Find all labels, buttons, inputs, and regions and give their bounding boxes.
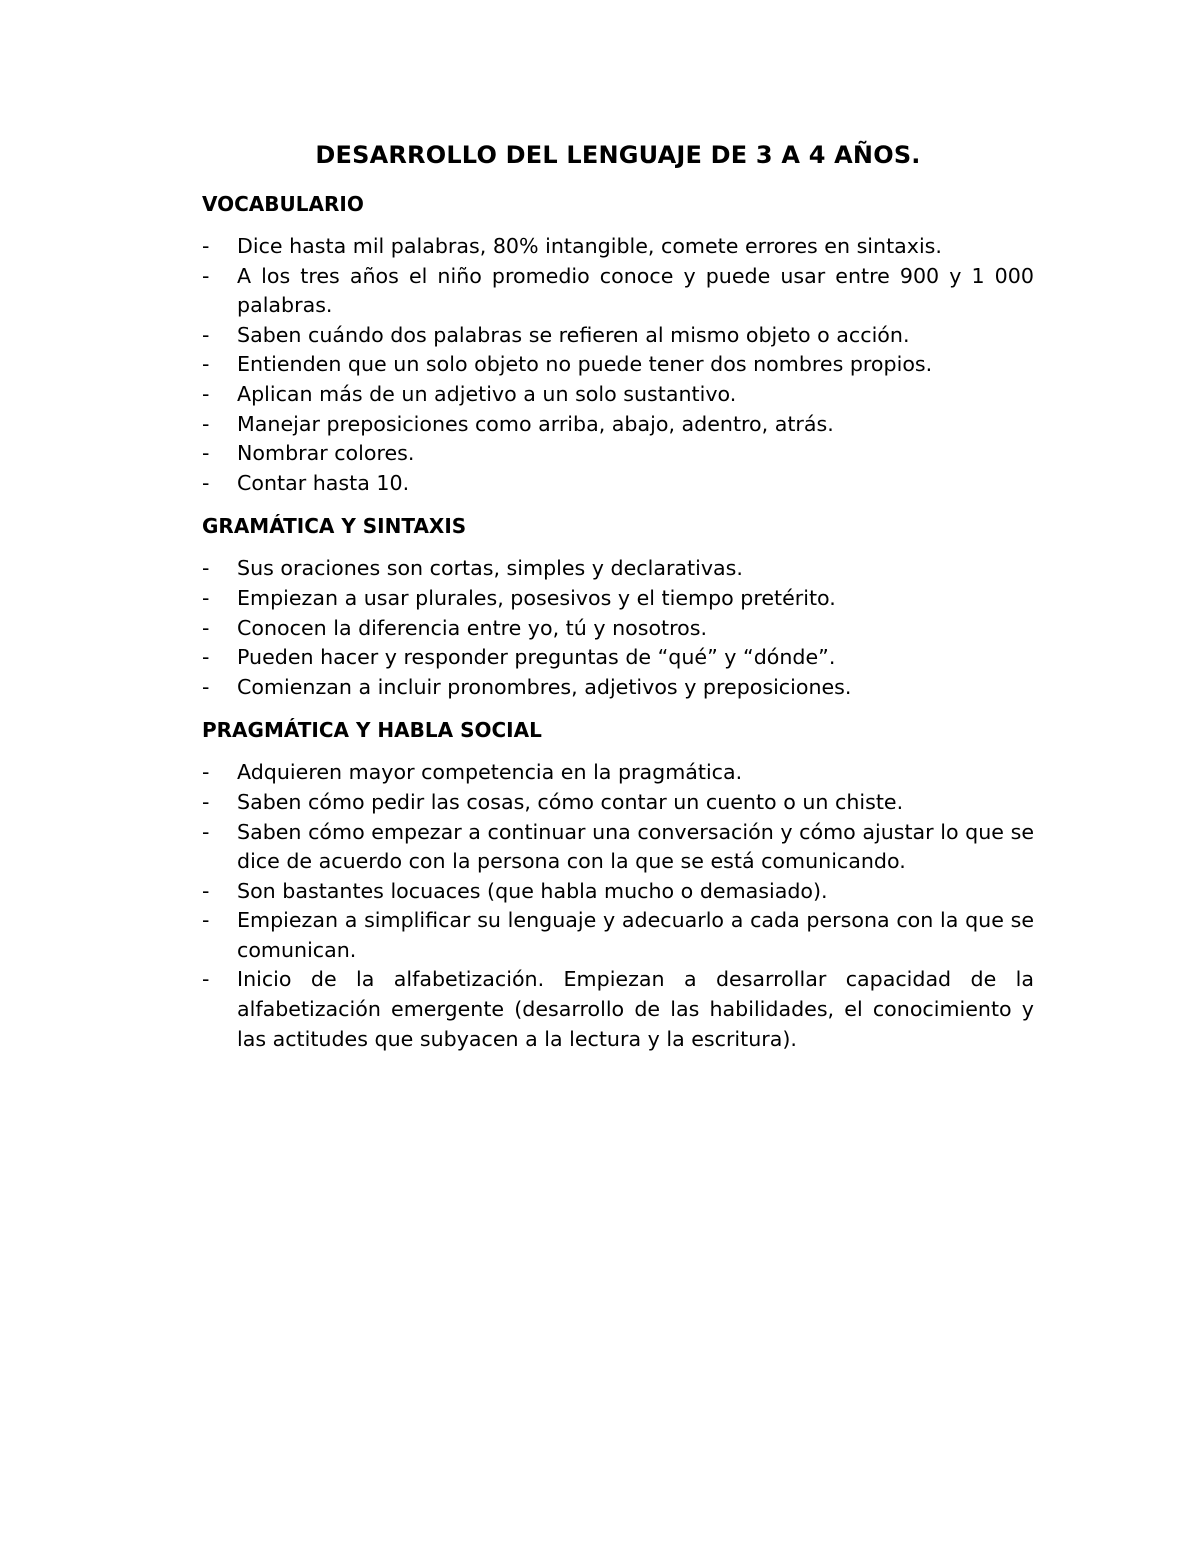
section-pragmatica-y-habla-social [202, 716, 1034, 1054]
bullet-dash: - [202, 789, 210, 814]
list-item-text: Nombrar colores. [237, 441, 415, 466]
bullet-dash: - [202, 352, 210, 377]
section-vocabulario [202, 190, 1034, 498]
list-item-text: Contar hasta 10. [237, 470, 410, 495]
list-item [202, 877, 1034, 907]
bullet-dash: - [202, 967, 210, 992]
list-item-text: Aplican más de un adjetivo a un solo sustantivo. [237, 381, 737, 406]
document-title: DESARROLLO DEL LENGUAJE DE 3 A 4 AÑOS. [315, 141, 921, 169]
section-heading: VOCABULARIO [202, 192, 364, 216]
bullet-dash: - [202, 585, 210, 610]
bullet-list [202, 554, 1034, 702]
bullet-dash: - [202, 263, 210, 288]
list-item-text: A los tres años el niño promedio conoce y puede usar entre 900 y 1 000 palabras. [237, 263, 1034, 318]
list-item [202, 554, 1034, 584]
list-item [202, 965, 1034, 1054]
list-item-text: Comienzan a incluir pronombres, adjetivos y preposiciones. [237, 674, 852, 699]
list-item [202, 643, 1034, 673]
bullet-dash: - [202, 556, 210, 581]
bullet-dash: - [202, 470, 210, 495]
list-item [202, 350, 1034, 380]
list-item-text: Manejar preposiciones como arriba, abajo, adentro, atrás. [237, 411, 834, 436]
list-item [202, 232, 1034, 262]
bullet-list [202, 232, 1034, 498]
list-item [202, 788, 1034, 818]
list-item-text: Empiezan a simplificar su lenguaje y adecuarlo a cada persona con la que se comunican. [237, 908, 1034, 962]
list-item-text: Empiezan a usar plurales, posesivos y el tiempo pretérito. [237, 585, 836, 610]
list-item-text: Saben cuándo dos palabras se refieren al mismo objeto o acción. [237, 322, 910, 347]
list-item [202, 380, 1034, 410]
list-item [202, 321, 1034, 351]
list-item-text: Adquieren mayor competencia en la pragmática. [237, 760, 743, 785]
list-item-text: Conocen la diferencia entre yo, tú y nosotros. [237, 615, 708, 640]
list-item-text: Son bastantes locuaces (que habla mucho o demasiado). [237, 878, 828, 903]
section-heading: GRAMÁTICA Y SINTAXIS [202, 514, 467, 539]
bullet-dash: - [202, 760, 210, 785]
bullet-dash: - [202, 645, 210, 670]
list-item [202, 469, 1034, 499]
list-item [202, 758, 1034, 788]
list-item-text: Inicio de la alfabetización. Empiezan a desarrollar capacidad de la alfabetización emergente (desarrollo de las habilidades, el conocimiento y las actitudes que subyacen a la lectura y la escritura). [237, 967, 1034, 1051]
bullet-dash: - [202, 615, 210, 640]
bullet-dash: - [202, 381, 210, 406]
bullet-dash: - [202, 322, 210, 347]
section-gramatica-y-sintaxis [202, 512, 1034, 702]
list-item [202, 584, 1034, 614]
list-item-text: Entienden que un solo objeto no puede tener dos nombres propios. [237, 352, 933, 377]
list-item-text: Pueden hacer y responder preguntas de “qué” y “dónde”. [237, 645, 836, 670]
bullet-dash: - [202, 819, 210, 844]
bullet-dash: - [202, 674, 210, 699]
list-item [202, 673, 1034, 703]
list-item [202, 439, 1034, 469]
list-item [202, 262, 1034, 321]
list-item-text: Saben cómo pedir las cosas, cómo contar un cuento o un chiste. [237, 789, 904, 814]
list-item [202, 818, 1034, 877]
document-page [202, 138, 1034, 1068]
bullet-dash: - [202, 411, 210, 436]
bullet-dash: - [202, 878, 210, 903]
list-item-text: Dice hasta mil palabras, 80% intangible, comete errores en sintaxis. [237, 234, 942, 258]
bullet-dash: - [202, 234, 210, 258]
bullet-dash: - [202, 908, 210, 933]
list-item-text: Sus oraciones son cortas, simples y declarativas. [237, 556, 743, 581]
bullet-list [202, 758, 1034, 1054]
list-item [202, 906, 1034, 965]
bullet-dash: - [202, 441, 210, 466]
list-item [202, 614, 1034, 644]
list-item [202, 410, 1034, 440]
section-heading: PRAGMÁTICA Y HABLA SOCIAL [202, 718, 542, 743]
list-item-text: Saben cómo empezar a continuar una conversación y cómo ajustar lo que se dice de acuerdo con la persona con la que se está comunicando. [237, 819, 1034, 874]
